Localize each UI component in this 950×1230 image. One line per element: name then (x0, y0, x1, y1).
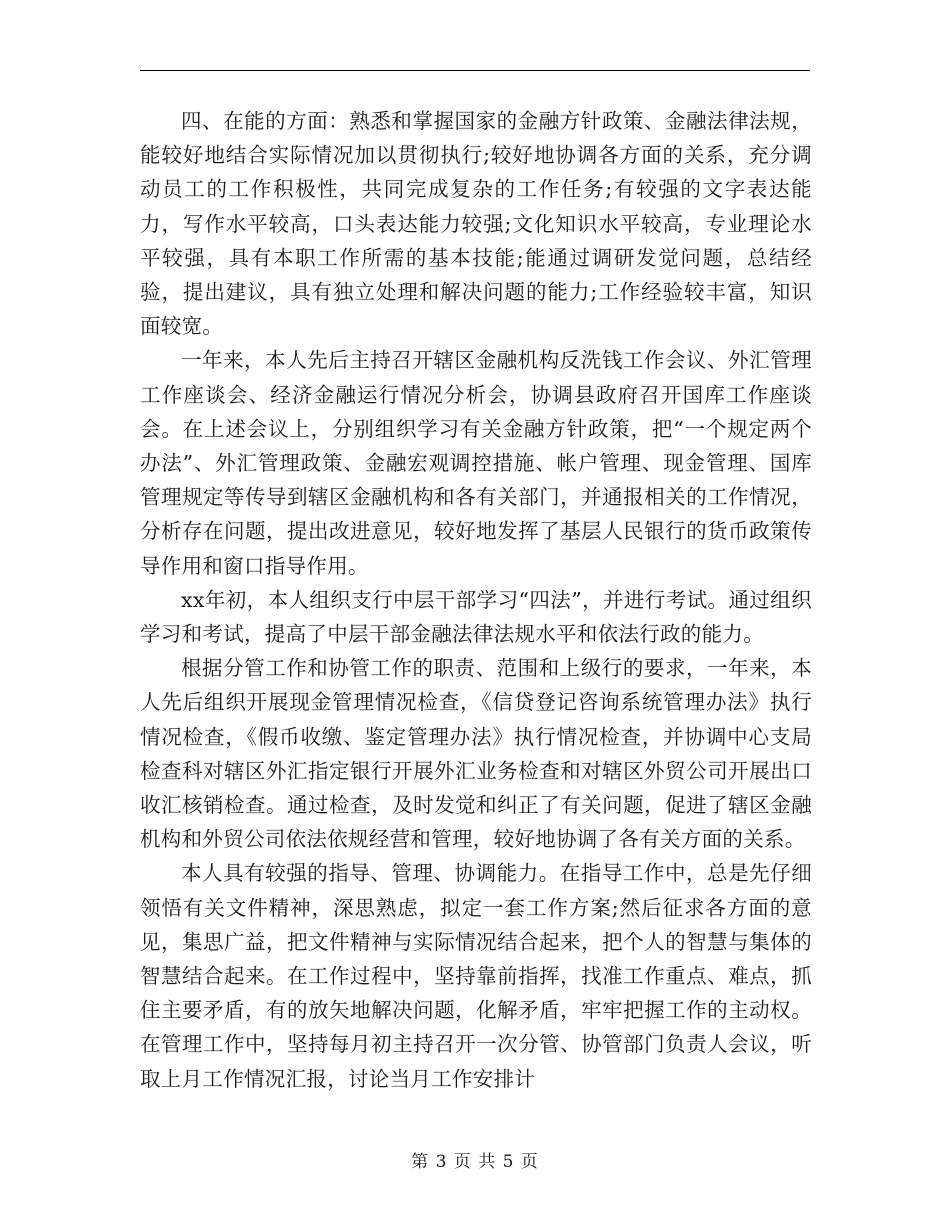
header-rule (140, 70, 810, 71)
paragraph-3: xx年初，本人组织支行中层干部学习“四法”，并进行考试。通过组织学习和考试，提高了中层干部金融法律法规水平和依法行政的能力。 (140, 587, 812, 647)
paragraph-4: 根据分管工作和协管工作的职责、范围和上级行的要求，一年来，本人先后组织开展现金管理情况检查，《信贷登记咨询系统管理办法》执行情况检查，《假币收缴、鉴定管理办法》执行情况检查，并协调中心支局检查科对辖区外汇指定银行开展外汇业务检查和对辖区外贸公司开展出口收汇核销检查。通过检查，及时发觉和纠正了有关问题，促进了辖区金融机构和外贸公司依法依规经营和管理，较好地协调了各有关方面的关系。 (140, 656, 812, 852)
page-footer: 第 3 页 共 5 页 (411, 1152, 539, 1172)
paragraph-1: 四、在能的方面：熟悉和掌握国家的金融方针政策、金融法律法规，能较好地结合实际情况加以贯彻执行;较好地协调各方面的关系，充分调动员工的工作积极性，共同完成复杂的工作任务;有较强的文字表达能力，写作水平较高，口头表达能力较强;文化知识水平较高，专业理论水平较强，具有本职工作所需的基本技能;能通过调研发觉问题，总结经验，提出建议，具有独立处理和解决问题的能力;工作经验较丰富，知识面较宽。 (140, 109, 812, 339)
document-body (140, 104, 812, 1096)
paragraph-2: 一年来，本人先后主持召开辖区金融机构反洗钱工作会议、外汇管理工作座谈会、经济金融运行情况分析会，协调县政府召开国库工作座谈会。在上述会议上，分别组织学习有关金融方针政策，把“一个规定两个办法”、外汇管理政策、金融宏观调控措施、帐户管理、现金管理、国库管理规定等传导到辖区金融机构和各有关部门，并通报相关的工作情况，分析存在问题，提出改进意见，较好地发挥了基层人民银行的货币政策传导作用和窗口指导作用。 (140, 348, 812, 578)
paragraph-5: 本人具有较强的指导、管理、协调能力。在指导工作中，总是先仔细领悟有关文件精神，深思熟虑，拟定一套工作方案;然后征求各方面的意见，集思广益，把文件精神与实际情况结合起来，把个人的智慧与集体的智慧结合起来。在工作过程中，坚持靠前指挥，找准工作重点、难点，抓住主要矛盾，有的放矢地解决问题，化解矛盾，牢牢把握工作的主动权。在管理工作中，坚持每月初主持召开一次分管、协管部门负责人会议，听取上月工作情况汇报，讨论当月工作安排计 (140, 861, 812, 1091)
